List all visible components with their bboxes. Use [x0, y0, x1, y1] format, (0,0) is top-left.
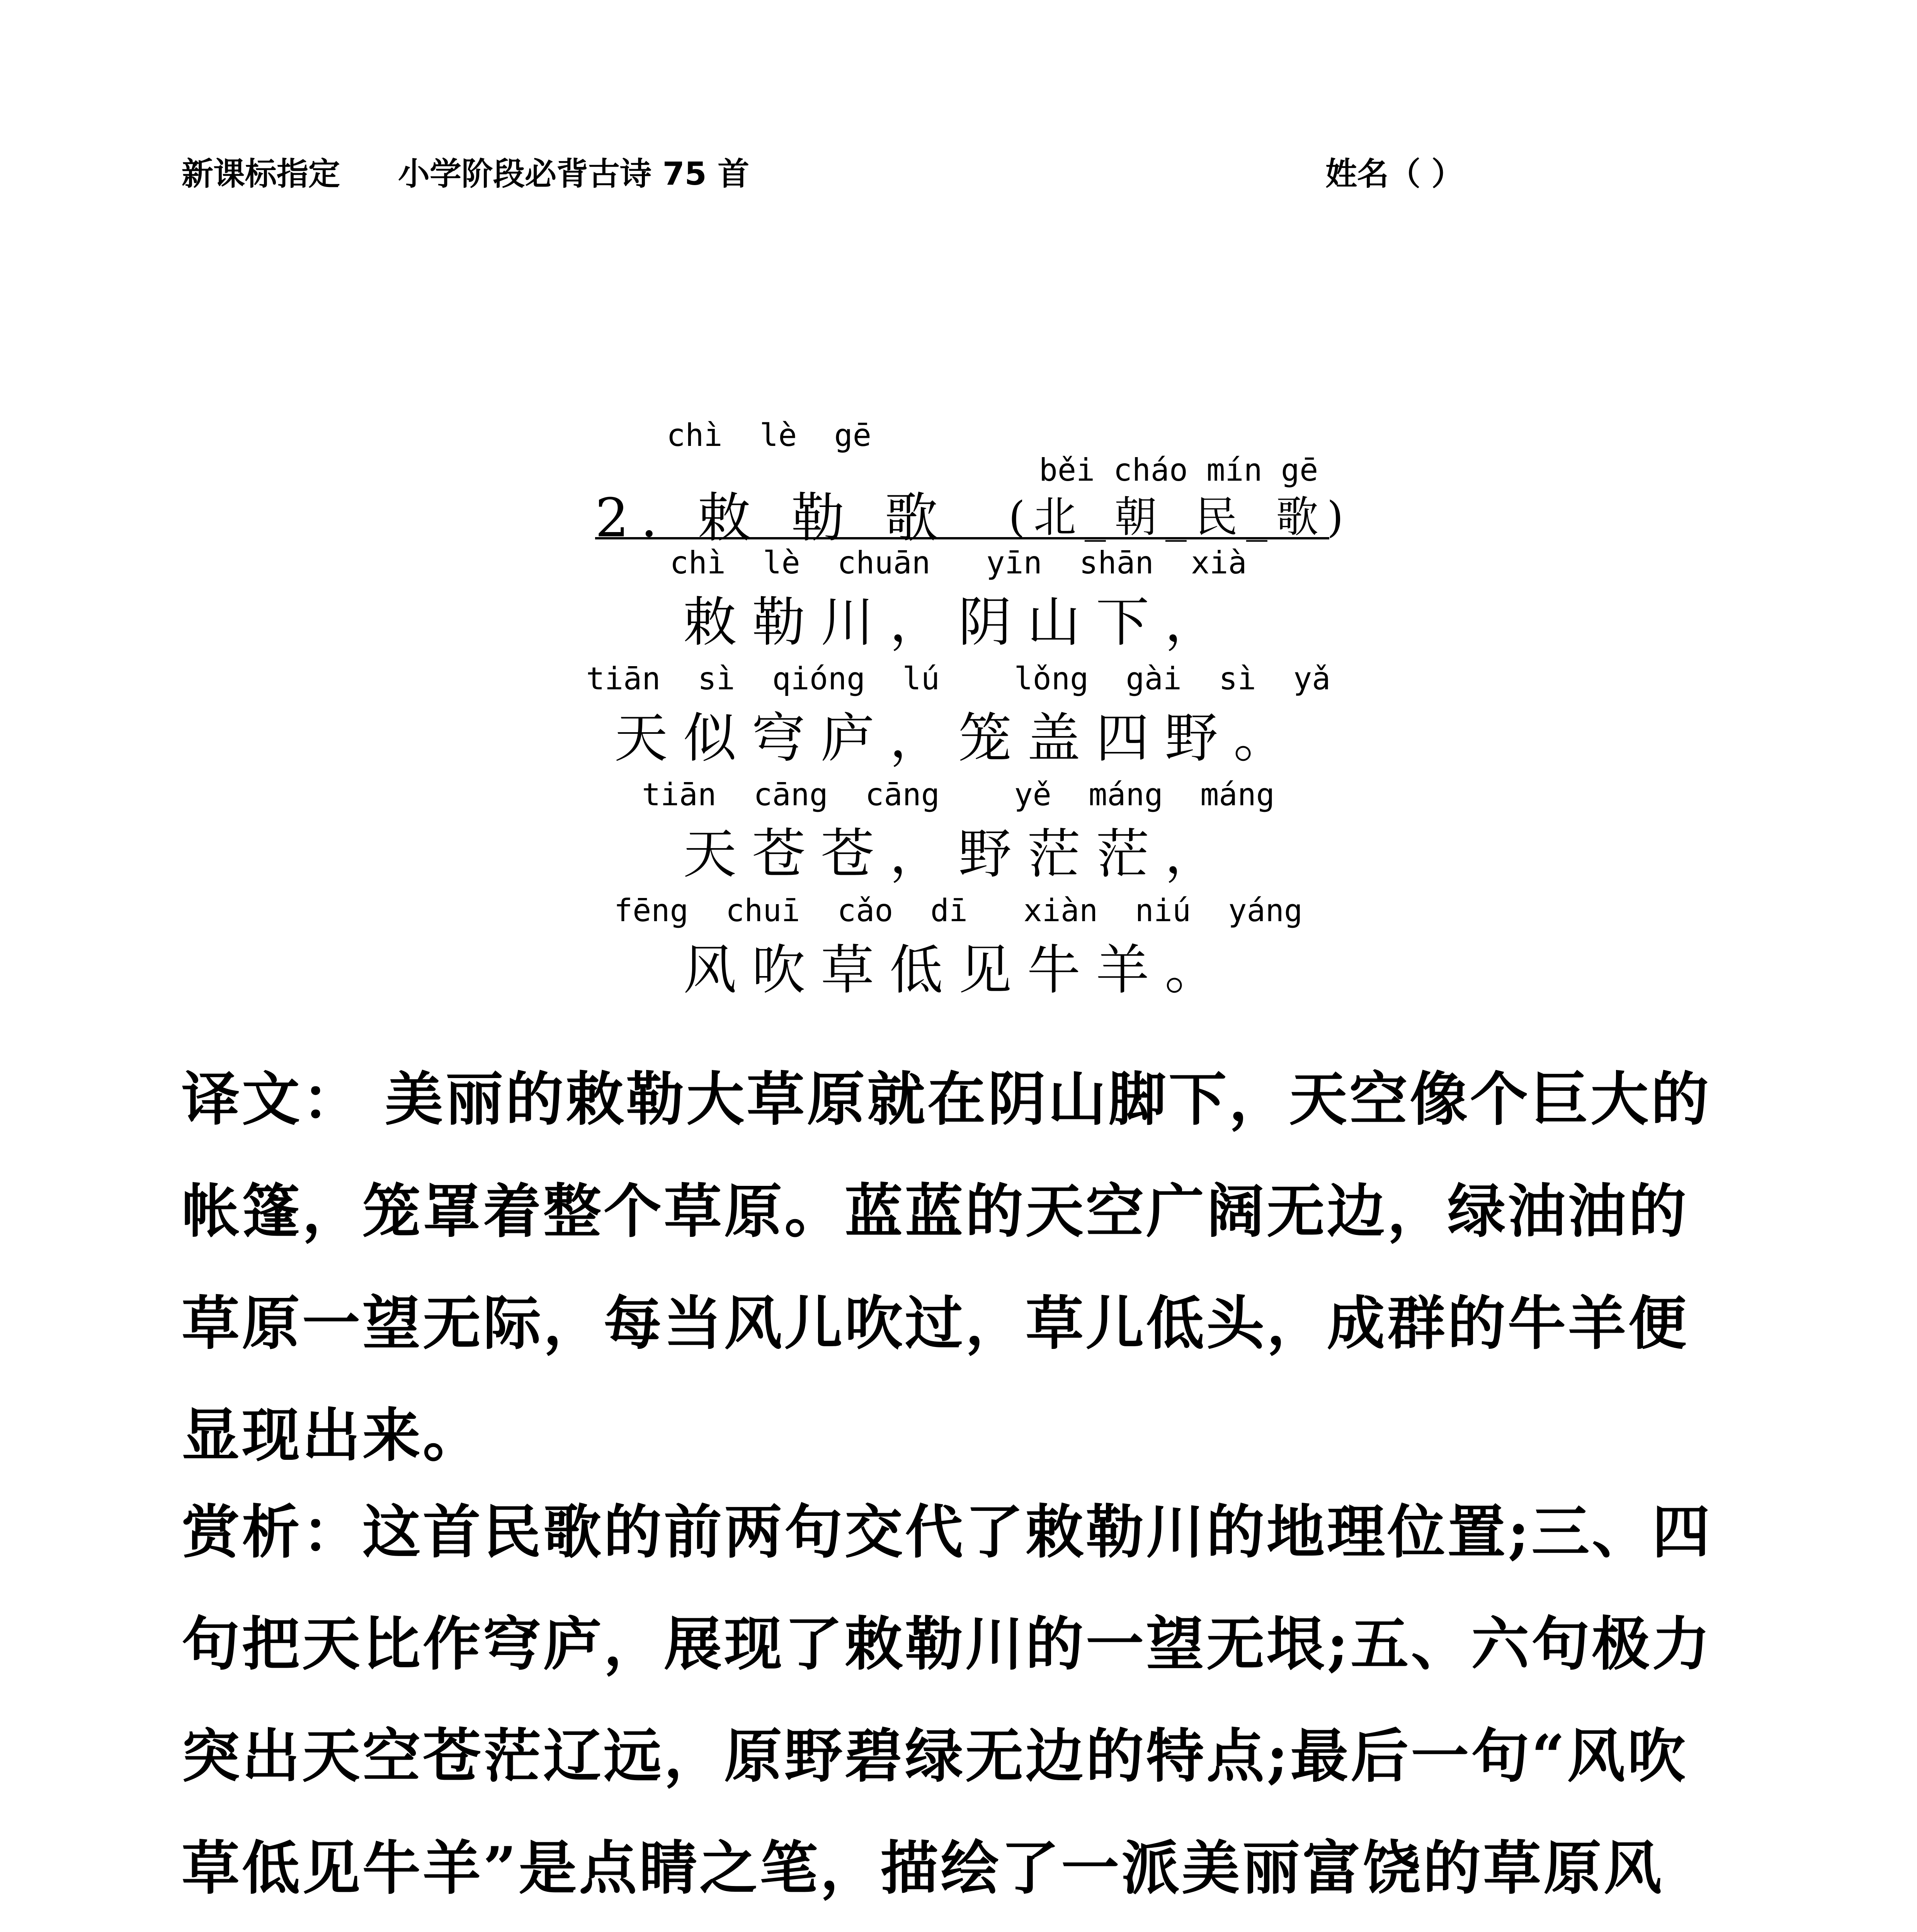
line-3-pinyin: tiān cāng cāng yě máng máng: [642, 777, 1275, 813]
header-title: 小学阶段必背古诗 75 首: [398, 156, 750, 192]
name-field-label: 姓名（ ）: [1325, 156, 1463, 192]
poem-title-line: [595, 475, 1352, 549]
appreciation-text: 这首民歌的前两句交代了敕勒川的地理位置;三、四句把天比作穹庐，展现了敕勒川的一望无垠;五、六句极力突出天空苍茫辽远，原野碧绿无边的特点;最后一句“风吹草低见牛羊”是点睛之笔，描绘了一派美丽富饶的草原风: [182, 1498, 1713, 1902]
appreciation-paragraph: [182, 1476, 1747, 1932]
header-spec: 新课标指定: [182, 156, 340, 192]
translation-paragraph: [182, 1043, 1747, 1492]
appreciation-label: 赏析：: [182, 1498, 363, 1566]
line-3-text: 天苍苍，野茫茫，: [683, 823, 1233, 885]
translation-label: 译文：: [182, 1065, 363, 1133]
line-2-pinyin: tiān sì qióng lú lǒng gài sì yǎ: [586, 661, 1331, 697]
line-2-text: 天似穹庐，笼盖四野。: [614, 707, 1302, 769]
line-4-text: 风吹草低见牛羊。: [683, 939, 1233, 1001]
title-pinyin: chì lè gē: [667, 417, 871, 453]
poem-author: (北_朝_民_歌): [1009, 492, 1352, 542]
line-1-pinyin: chì lè chuān yīn shān xià: [670, 545, 1247, 581]
line-4-pinyin: fēng chuī cǎo dī xiàn niú yáng: [614, 893, 1303, 929]
page-header: [182, 149, 1689, 199]
author-pinyin: běi cháo mín gē: [1039, 452, 1318, 488]
poem-title: 2. 敕 勒 歌: [595, 487, 950, 549]
line-1-text: 敕勒川，阴山下，: [683, 591, 1233, 653]
translation-text: 美丽的敕勒大草原就在阴山脚下，天空像个巨大的帐篷，笼罩着整个草原。蓝蓝的天空广阔无边，绿油油的草原一望无际，每当风儿吹过，草儿低头，成群的牛羊便显现出来。: [182, 1065, 1711, 1469]
